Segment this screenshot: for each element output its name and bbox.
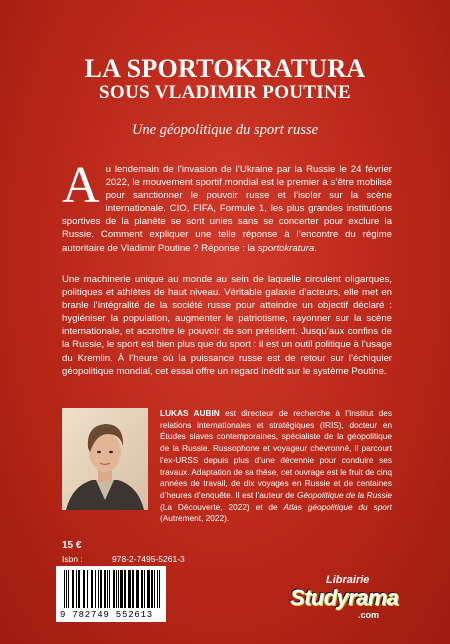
author-portrait-image xyxy=(62,408,148,510)
barcode-bar xyxy=(107,570,108,608)
barcode-bar xyxy=(98,570,99,608)
barcode-bar xyxy=(151,570,153,608)
publisher-logo xyxy=(290,574,399,626)
barcode-bar xyxy=(104,570,106,608)
barcode-digits: 9 782749 552613 xyxy=(60,610,154,620)
barcode-bar xyxy=(109,570,110,608)
barcode-bar xyxy=(66,570,67,608)
publisher-logo-main: Studyrama xyxy=(290,585,399,610)
intro-paragraph xyxy=(62,157,392,255)
barcode-bar xyxy=(76,570,77,608)
description-paragraph: Une machinerie unique au monde au sein de laquelle circulent oligarques, politiques et athlètes de haut niveau. Véritable galaxie d’acteurs, elle met en branle l’intégralité de la société russe pour atteindre un objectif déclaré : hygiéniser la population, augmenter le patriotisme, rayonner sur la scène internationale, et accroître le pouvoir de son président. Jusqu’aux confins de la Russie, le sport est bien plus que du sport : il est un outil politique à l’usage du Kremlin. À l’heure où la puissance russe est de retour sur l’échiquier géopolitique mondial, cet essai offre un regard inédit sur le système Poutine. xyxy=(62,274,392,377)
barcode-bar xyxy=(147,570,150,608)
intro-text: u lendemain de l’invasion de l’Ukraine par la Russie le 24 février 2022, le mouvement sportif mondial est le premier à s’être mobilisé pour sanctionner le pouvoir russe et l’isoler sur la scène internationale. CIO, FIFA, Formule 1, les plus grandes institutions sportives de la planète se sont unies sans se concerter pour exclure la Russie. Comment expliquer une telle réponse à l’encontre du régime autoritaire de Vladimir Poutine ? Réponse : la xyxy=(62,164,392,254)
barcode-bar xyxy=(136,570,139,608)
barcode-bar xyxy=(116,570,117,608)
barcode-bar xyxy=(124,570,126,608)
barcode-bar xyxy=(91,570,93,608)
book-title: LA SPORTOKRATURA xyxy=(84,54,366,83)
barcode-bar xyxy=(120,570,123,608)
book-title-line2: SOUS VLADIMIR POUTINE xyxy=(99,82,351,103)
isbn-label: Isbn : xyxy=(62,554,83,564)
barcode-bar xyxy=(132,570,134,608)
barcode-bar xyxy=(159,570,160,608)
barcode-bar xyxy=(141,570,143,608)
barcode-bar xyxy=(128,570,131,608)
barcode-bar xyxy=(78,570,80,608)
barcode-bar xyxy=(72,570,74,608)
barcode-bar xyxy=(113,570,115,608)
price: 15 € xyxy=(62,540,82,551)
author-book2: Atlas géopolitique du sport xyxy=(283,501,392,512)
barcode-bar xyxy=(154,570,155,608)
barcode-bars xyxy=(56,566,166,610)
author-photo xyxy=(62,408,148,510)
author-name: LUKAS AUBIN xyxy=(160,408,220,418)
barcode-bar xyxy=(100,570,102,608)
drop-cap: A xyxy=(62,157,100,214)
author-book1: Géopolitique de la Russie xyxy=(296,489,392,500)
author-bio xyxy=(160,408,392,525)
barcode-bar xyxy=(64,570,65,608)
barcode-bar xyxy=(68,570,69,608)
author-bio-part3: (Autrement, 2022). xyxy=(160,513,230,524)
book-subtitle: Une géopolitique du sport russe xyxy=(131,122,319,138)
intro-emphasis: sportokratura xyxy=(257,242,315,254)
isbn-value: 978-2-7495-5261-3 xyxy=(112,554,185,564)
barcode-bar xyxy=(83,570,85,608)
barcode-bar xyxy=(144,570,145,608)
barcode-bar xyxy=(95,570,96,608)
publisher-logo-suffix: .com xyxy=(358,610,380,620)
author-bio-part1: est directeur de recherche à l’Institut des relations internationales et stratégiques (IRIS), docteur en Études slaves contemporaines, spécialiste de la géopolitique de la Russie. Russophone et voyageur chevronné, il parcourt l’ex-URSS depuis plus d’une décennie pour conduire ses travaux. Adaptation de sa thèse, cet ouvrage est le fruit de cinq années de travail, de dix voyages en Russie et de centaines d’heures d’enquête. Il est l’auteur de xyxy=(160,408,392,500)
author-bio-part2: (La Découverte, 2022) et de xyxy=(160,501,284,512)
barcode-bar xyxy=(87,570,88,608)
barcode-bar xyxy=(157,570,158,608)
intro-end: . xyxy=(314,242,317,254)
barcode-bar xyxy=(118,570,119,608)
publisher-logo-top: Librairie xyxy=(326,574,370,586)
